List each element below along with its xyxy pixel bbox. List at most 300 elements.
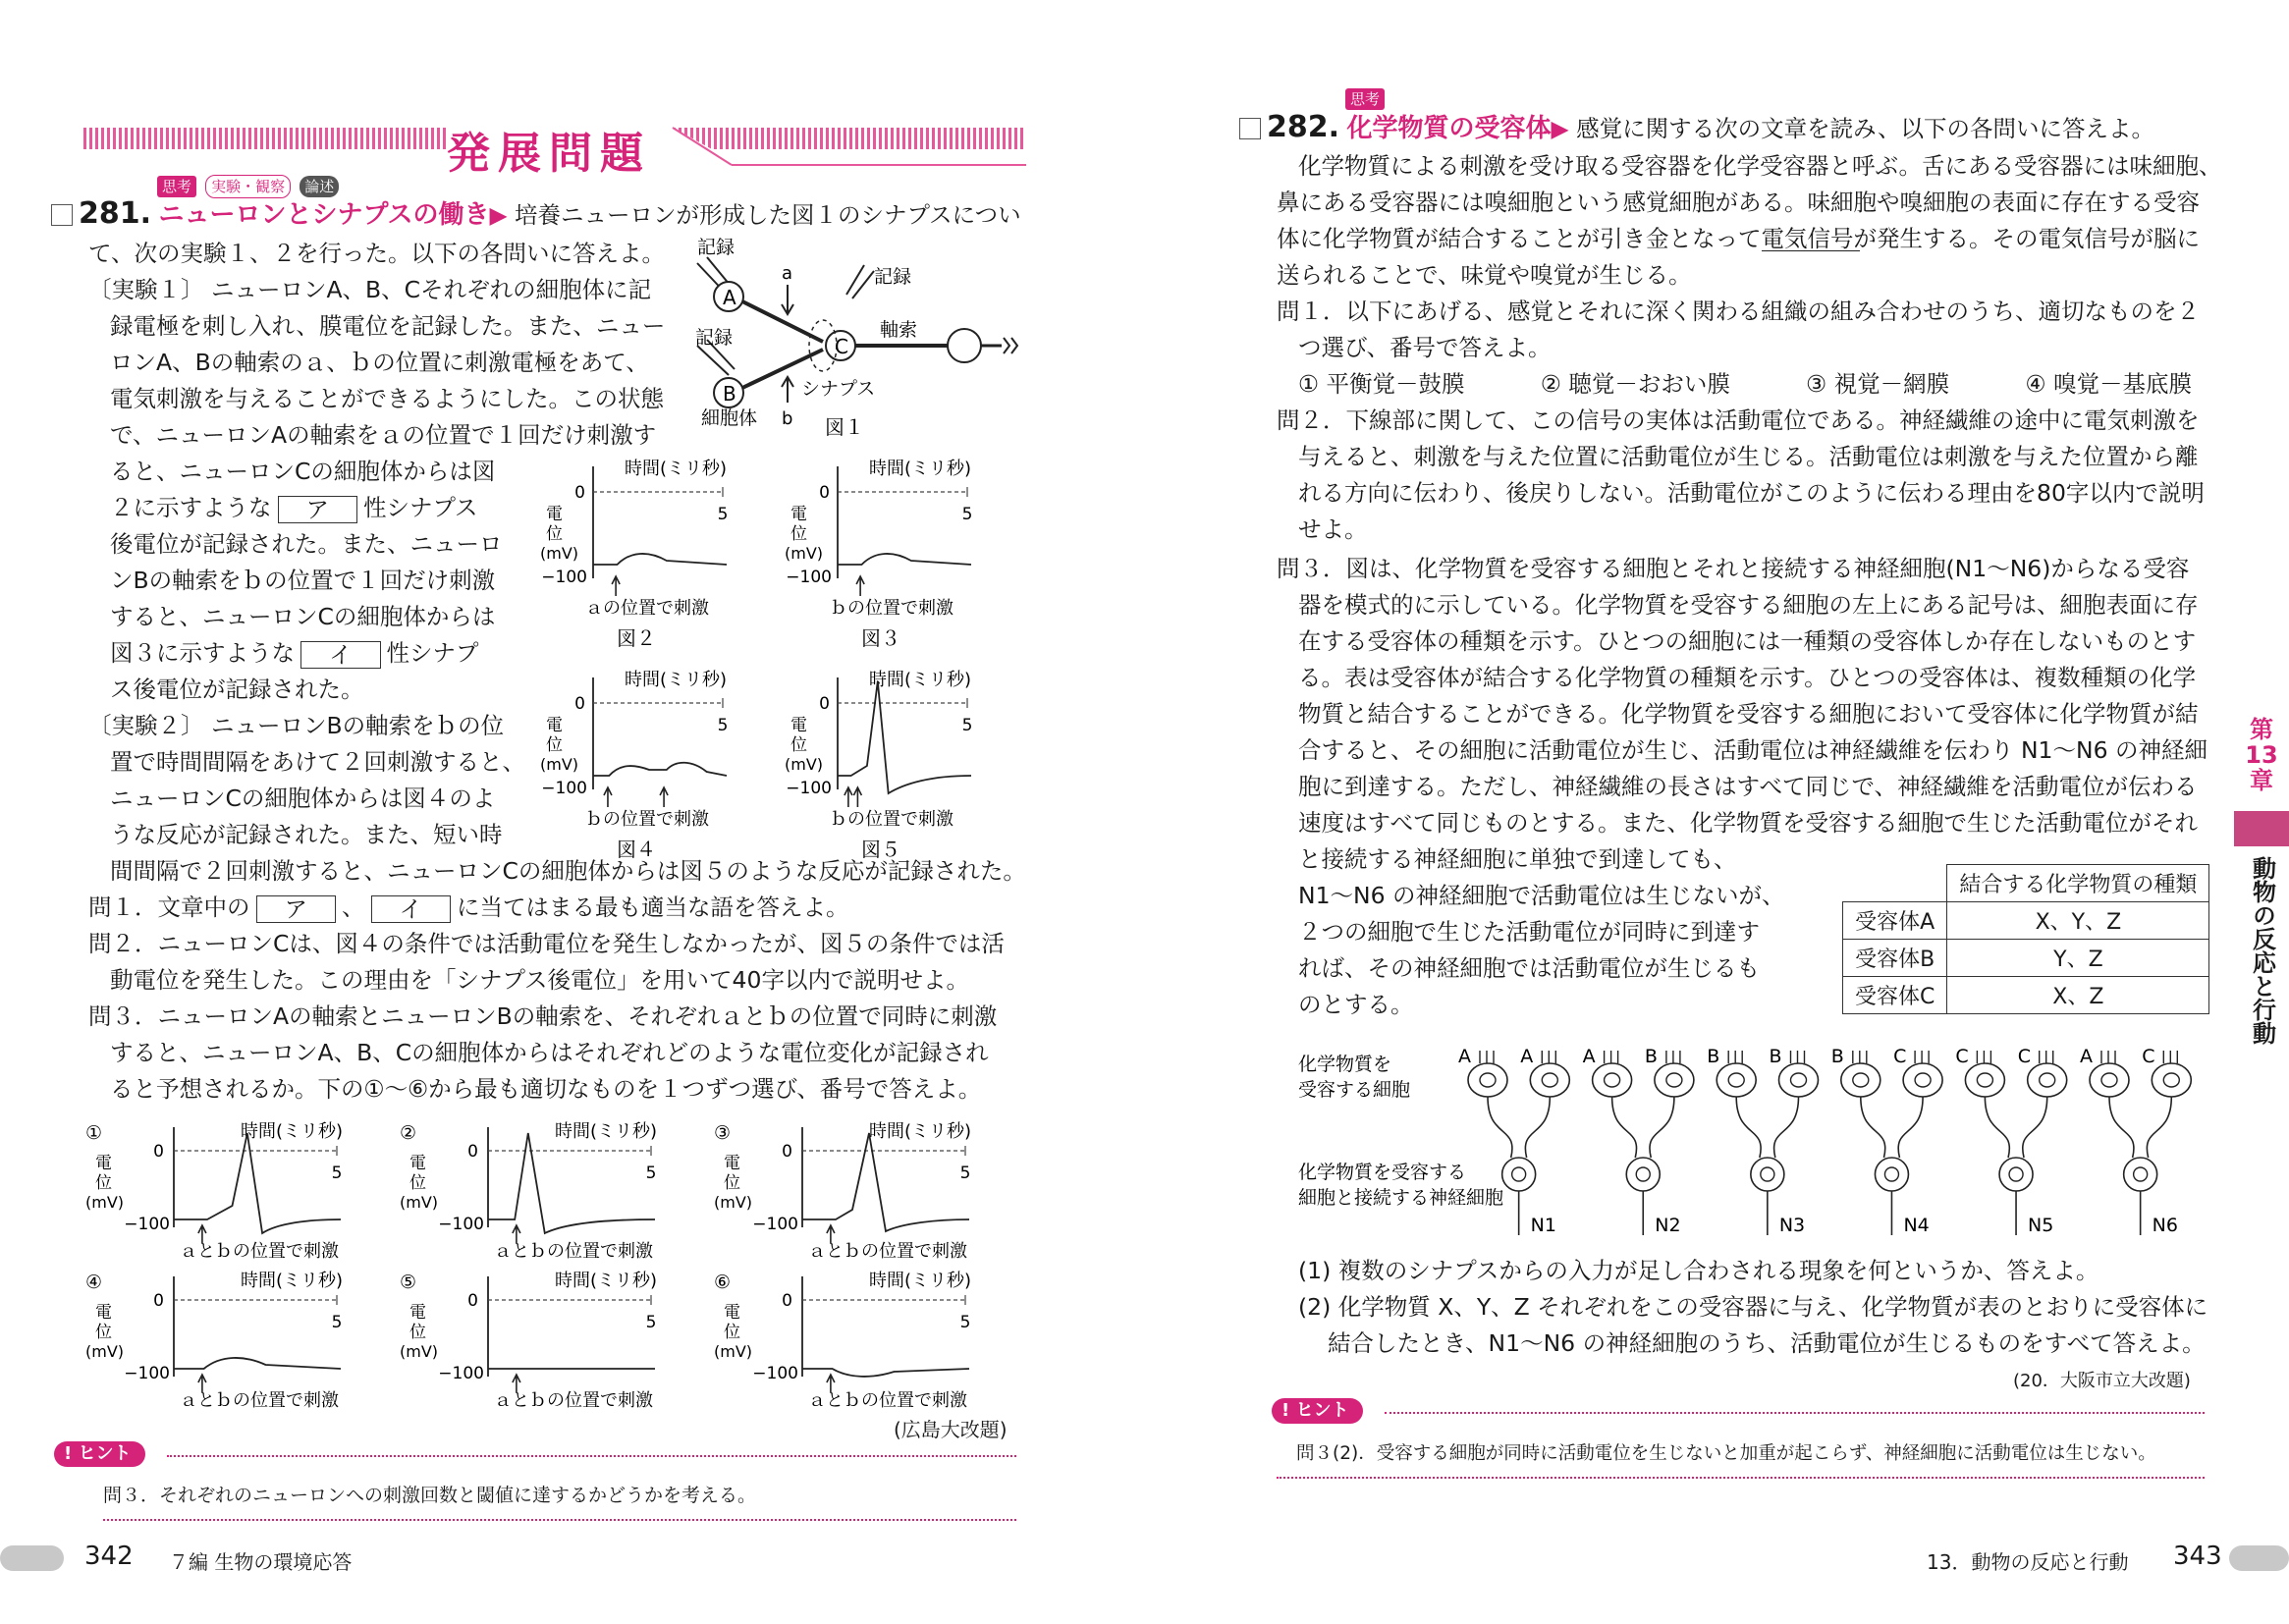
graph-y-label-1: 電 (724, 1303, 740, 1323)
graph-caption: 図２ (617, 626, 656, 650)
exp1-line-1: 〔実験１〕 ニューロンA、B、Cそれぞれの細胞体に記 (88, 276, 652, 303)
graph-minus100-tick: −100 (438, 1215, 484, 1234)
graph-minus100-tick: −100 (541, 779, 587, 798)
table-header-row (1843, 865, 2209, 902)
option-graph-2 (398, 1119, 682, 1265)
exp2-line-1: 〔実験２〕 ニューロンBの軸索をｂの位 (88, 712, 505, 739)
graph-y-unit: (mV) (785, 755, 824, 774)
graph-time-label: 時間(ミリ秒) (868, 1121, 971, 1142)
graph-time-label: 時間(ミリ秒) (554, 1121, 657, 1142)
graph-y-unit: (mV) (714, 1342, 753, 1361)
graph-five-tick: 5 (331, 1164, 343, 1183)
exp1-line-12: ス後電位が記録された。 (110, 676, 364, 703)
chapter-tab-number (2234, 717, 2289, 793)
exp1-line-11-prefix: 図３に示すような (110, 639, 295, 667)
hint-badge (1272, 1398, 1363, 1424)
arrow-right-icon: ▶ (489, 201, 508, 229)
receptor-cell (1655, 1051, 1694, 1097)
receptor-letter: A (1520, 1046, 1534, 1067)
hint-bottom-rule (103, 1519, 1016, 1521)
receptor-value: Y、Z (1947, 940, 2209, 977)
graph-trace (802, 1133, 969, 1231)
hint-text: 問３．それぞれのニューロンへの刺激回数と閾値に達するかどうかを考える。 (103, 1485, 757, 1506)
exp1-line-6: ると、ニューロンCの細胞体からは図 (110, 458, 496, 485)
receptor-letter: C (1955, 1046, 1969, 1067)
exp2-line-4: うな反応が記録された。また、短い時 (110, 821, 503, 848)
exp1-line-11 (110, 635, 479, 672)
table-corner (1843, 865, 1947, 902)
hint-text: 問３(2)．受容する細胞が同時に活動電位を生じないと加重が起こらず、神経細胞に活動電位は生じない。 (1296, 1443, 2156, 1464)
graph-stim-arrow (604, 787, 612, 807)
graph-trace (174, 1358, 341, 1369)
tag-essay: 論述 (300, 176, 339, 197)
q282-q3-line-8: 速度はすべて同じものとする。また、化学物質を受容する細胞で生じた活動電位がそれ (1298, 809, 2199, 837)
graph-stim-arrow (612, 576, 620, 596)
nerve-fiber (1985, 1097, 2009, 1158)
receptor-cell (1530, 1051, 1569, 1097)
nerve-fiber (1736, 1097, 1761, 1158)
receptor-name: 受容体C (1843, 977, 1947, 1014)
graph-zero-tick: 0 (574, 694, 585, 714)
graph-five-tick: 5 (645, 1313, 657, 1332)
graph-trace (802, 1369, 969, 1377)
graph-five-tick: 5 (717, 716, 729, 735)
graph-five-tick: 5 (331, 1313, 343, 1332)
graph-five-tick: 5 (959, 1164, 971, 1183)
graph-trace (174, 1133, 341, 1233)
q282-q3-line-7: 胞に到達する。ただし、神経繊維の長さはすべて同じで、神経繊維を活動電位が伝わる (1298, 773, 2198, 800)
q282-title: 化学物質の受容体 (1346, 114, 1552, 143)
option-graph-4 (83, 1269, 368, 1414)
q281-question-2-line-1: 問２．ニューロンCは、図４の条件では活動電位を発生しなかったが、図５の条件では活 (88, 930, 1005, 957)
graph-time-label: 時間(ミリ秒) (868, 459, 971, 479)
option-graph-3 (712, 1119, 997, 1265)
fig1-cell-body: 細胞体 (701, 407, 758, 429)
q282-q3-line-9: と接続する神経細胞に単独で到達しても、 (1298, 845, 1737, 873)
q282-q2-line-3: れる方向に伝わり、後戻りしない。活動電位がこのように伝わる理由を80字以内で説明 (1298, 479, 2205, 507)
graph-y-unit: (mV) (400, 1342, 439, 1361)
graph-zero-tick: 0 (574, 483, 585, 503)
graph-minus100-tick: −100 (124, 1364, 170, 1383)
q282-sub-2-line-2: 結合したとき、N1～N6 の神経細胞のうち、活動電位が生じるものをすべて答えよ。 (1328, 1329, 2206, 1357)
graph-y-label-2: 位 (95, 1323, 112, 1342)
hint-label: ヒント (1295, 1400, 1349, 1421)
q281-heading (51, 196, 1021, 234)
fig1-axon: 軸索 (880, 319, 918, 341)
exp1-line-5: で、ニューロンAの軸索をａの位置で１回だけ刺激す (110, 421, 657, 449)
chapter-char-1: 第 (2250, 716, 2273, 743)
diagram-row1-label-2: 受容する細胞 (1298, 1079, 1411, 1101)
neuron-label: N4 (1903, 1215, 1930, 1236)
q282-q1-options (1298, 366, 2192, 403)
chapter-tab-bar (2234, 811, 2289, 846)
exp1-line-8: 後電位が記録された。また、ニューロ (110, 530, 503, 558)
nerve-fiber (1525, 1097, 1550, 1158)
q282-q3-line-4: る。表は受容体が結合する化学物質の種類を示す。ひとつの受容体は、複数種類の化学 (1298, 664, 2197, 691)
hint-icon: ! (1281, 1400, 1290, 1421)
receptor-letter: A (2080, 1046, 2093, 1067)
q282-body-4: 送られることで、味覚や嗅覚が生じる。 (1277, 261, 1692, 289)
graph-y-label-2: 位 (409, 1323, 426, 1342)
graph-y-label-1: 電 (790, 505, 807, 524)
fig1-b: b (782, 408, 793, 429)
neuron-label: N1 (1530, 1215, 1556, 1236)
footer-section-left: ７編 生物の環境応答 (169, 1550, 353, 1574)
graph-stim-label: ａとｂの位置で刺激 (180, 1390, 339, 1411)
table-row (1843, 977, 2209, 1014)
graph-y-label-1: 電 (790, 716, 807, 735)
fig1-label-A: A (723, 286, 736, 309)
q282-number: 282. (1267, 110, 1340, 144)
receptor-name: 受容体B (1843, 940, 1947, 977)
q281-intro-2: て、次の実験１、２を行った。以下の各問いに答えよ。 (88, 240, 666, 267)
graph-time-label: 時間(ミリ秒) (624, 459, 727, 479)
graph-y-label-2: 位 (409, 1173, 426, 1193)
graph-y-label-1: 電 (95, 1303, 112, 1323)
q282-source: (20．大阪市立大改題) (2013, 1371, 2191, 1391)
tag-experiment: 実験・観察 (205, 175, 291, 198)
option-number: ① (85, 1122, 103, 1144)
graph-y-label-2: 位 (790, 735, 807, 755)
receptor-table (1842, 864, 2209, 1014)
graph-minus100-tick: −100 (752, 1215, 798, 1234)
receptor-cell (1841, 1051, 1880, 1097)
receptor-letter: C (1893, 1046, 1907, 1067)
receptor-letter: B (1707, 1046, 1720, 1067)
q1-prefix: 問１．文章中の (88, 893, 250, 921)
nerve-fiber (1488, 1097, 1512, 1158)
graph-trace (838, 554, 971, 565)
graph-zero-tick: 0 (467, 1291, 478, 1311)
hint-top-rule (167, 1455, 1016, 1457)
q282-body-2: 鼻にある受容器には嗅細胞という感覚細胞がある。味細胞や嗅細胞の表面に存在する受容 (1277, 189, 2200, 216)
graph-y-unit: (mV) (785, 544, 824, 563)
underline-electric-signal (1762, 250, 1860, 251)
nerve-fiber (1861, 1097, 1885, 1158)
q282-sub-1: (1) 複数のシナプスからの入力が足し合わされる現象を何というか、答えよ。 (1298, 1257, 2099, 1284)
receptor-cell (1903, 1051, 1942, 1097)
q281-title: ニューロンとシナプスの働き (158, 200, 490, 230)
hint-top-rule (1385, 1412, 2205, 1414)
footer-pill-left (0, 1545, 64, 1571)
graph-trace (593, 554, 727, 565)
exp1-line-4: 電気刺激を与えることができるようにした。この状態 (110, 385, 664, 412)
exp1-line-9: ンBの軸索をｂの位置で１回だけ刺激 (110, 567, 496, 594)
graph-stim-arrow (856, 576, 864, 596)
q1-option-3: ③ 視覚－網膜 (1806, 370, 1950, 398)
q282-tags (1345, 88, 1389, 110)
option-graph-5 (398, 1269, 682, 1414)
figure-1-neurons (678, 236, 1031, 452)
q281-number: 281. (79, 196, 152, 231)
graph-y-unit: (mV) (714, 1193, 753, 1212)
graph-minus100-tick: −100 (786, 568, 832, 587)
figure-2-graph (538, 457, 735, 653)
receptor-letter: C (2142, 1046, 2155, 1067)
graph-y-label-2: 位 (546, 735, 563, 755)
chapter-tab-title (2234, 856, 2289, 1045)
diagram-row2-label-2: 細胞と接続する神経細胞 (1298, 1187, 1504, 1209)
option-number: ③ (714, 1122, 732, 1144)
q282-q3-line-13: のとする。 (1298, 991, 1414, 1018)
fig1-label-C: C (835, 335, 848, 358)
graph-trace (593, 763, 727, 776)
graph-caption: 図４ (617, 838, 656, 861)
receptor-name: 受容体A (1843, 902, 1947, 940)
exp1-line-10: すると、ニューロンCの細胞体からは (110, 603, 496, 630)
table-header: 結合する化学物質の種類 (1947, 865, 2209, 902)
tag-thinking: 思考 (1345, 88, 1385, 110)
graph-y-label-2: 位 (95, 1173, 112, 1193)
receptor-letter: C (2017, 1046, 2031, 1067)
q282-body-3: 体に化学物質が結合することが引き金となって電気信号が発生する。その電気信号が脳に (1277, 225, 2200, 252)
hint-label: ヒント (78, 1443, 132, 1464)
graph-time-label: 時間(ミリ秒) (868, 1271, 971, 1291)
hint-icon: ! (64, 1443, 73, 1464)
graph-stim-label: ａの位置で刺激 (585, 598, 709, 619)
graph-y-label-2: 位 (724, 1323, 740, 1342)
fig1-record-c: 記録 (874, 266, 912, 288)
diagram-row1-label-1: 化学物質を (1298, 1054, 1392, 1075)
footer-page-number-right: 343 (2173, 1542, 2222, 1571)
receptor-cell (1593, 1051, 1632, 1097)
q281-source: (広島大改題) (894, 1418, 1008, 1441)
check-box-icon[interactable] (1239, 118, 1261, 139)
q282-q2-line-1: 問２．下線部に関して、この信号の実体は活動電位である。神経繊維の途中に電気刺激を (1277, 406, 2200, 434)
graph-minus100-tick: −100 (124, 1215, 170, 1234)
fig1-synapse: シナプス (801, 378, 876, 400)
q1-option-1: ① 平衡覚－鼓膜 (1298, 370, 1465, 398)
nerve-fiber (2023, 1097, 2047, 1158)
graph-zero-tick: 0 (467, 1142, 478, 1162)
q282-q2-line-2: 与えると、刺激を与えた位置に活動電位が生じる。活動電位は刺激を与えた位置から離 (1298, 443, 2199, 470)
receptor-cell (2152, 1051, 2191, 1097)
option-number: ⑥ (714, 1272, 732, 1293)
exp2-line-5: 間間隔で２回刺激すると、ニューロンCの細胞体からは図５のような反応が記録された。 (110, 857, 1026, 885)
graph-y-unit: (mV) (540, 544, 579, 563)
graph-stim-label: ａとｂの位置で刺激 (494, 1390, 653, 1411)
graph-y-label-1: 電 (546, 505, 563, 524)
table-row (1843, 940, 2209, 977)
exp1-line-11-suffix: 性シナプ (386, 639, 479, 667)
graph-stim-label: ａとｂの位置で刺激 (808, 1390, 967, 1411)
q281-intro-1: 培養ニューロンが形成した図１のシナプスについ (515, 201, 1021, 229)
q282-hint (1272, 1398, 2205, 1479)
option-graph-1 (83, 1119, 368, 1265)
tag-thinking: 思考 (157, 176, 196, 197)
graph-stim-arrow (660, 787, 668, 807)
option-number: ② (400, 1122, 417, 1144)
exp1-line-7-prefix: ２に示すような (110, 494, 272, 521)
graph-y-label-1: 電 (95, 1154, 112, 1173)
graph-zero-tick: 0 (819, 483, 830, 503)
nerve-fiber (1650, 1097, 1674, 1158)
graph-five-tick: 5 (961, 716, 973, 735)
q282-q1-line-2: つ選び、番号で答えよ。 (1298, 334, 1552, 361)
q1-mid: 、 (342, 893, 365, 921)
q282-q3-line-12: れば、その神経細胞では活動電位が生じるも (1298, 954, 1760, 982)
graph-y-label-1: 電 (724, 1154, 740, 1173)
nerve-fiber (1612, 1097, 1637, 1158)
exp2-line-3: ニューロンCの細胞体からは図４のよ (110, 785, 496, 812)
fig1-record-a: 記録 (697, 237, 736, 258)
graph-y-unit: (mV) (85, 1342, 125, 1361)
q282-q3-line-11: ２つの細胞で生じた活動電位が同時に到達す (1298, 918, 1760, 946)
q281-tags (157, 175, 343, 198)
graph-stim-label: ａとｂの位置で刺激 (494, 1241, 653, 1262)
graph-five-tick: 5 (961, 505, 973, 524)
graph-five-tick: 5 (959, 1313, 971, 1332)
graph-time-label: 時間(ミリ秒) (624, 670, 727, 690)
q282-body-1: 化学物質による刺激を受け取る受容器を化学受容器と呼ぶ。舌にある受容器には味細胞、 (1298, 152, 2222, 180)
graph-time-label: 時間(ミリ秒) (868, 670, 971, 690)
exp1-line-3: ロンA、Bの軸索のａ、ｂの位置に刺激電極をあて、 (110, 349, 649, 376)
q282-q3-line-1: 問３．図は、化学物質を受容する細胞とそれと接続する神経細胞(N1～N6)からなる受容 (1277, 555, 2190, 582)
q282-q3-line-10: N1～N6 の神経細胞で活動電位は生じないが、 (1298, 882, 1785, 909)
graph-caption: 図５ (861, 838, 900, 861)
section-title: 発展問題 (447, 129, 651, 179)
receptor-cell (1468, 1051, 1507, 1097)
receptor-value: X、Z (1947, 977, 2209, 1014)
exp1-line-7-suffix: 性シナプス (363, 494, 478, 521)
q1-suffix: に当てはまる最も適当な語を答えよ。 (457, 893, 849, 921)
nerve-fiber (2109, 1097, 2134, 1158)
graph-y-label-1: 電 (409, 1303, 426, 1323)
figure-3-graph (783, 457, 979, 653)
hint-badge (54, 1441, 145, 1467)
graph-caption: 図３ (861, 626, 900, 650)
graph-y-label-1: 電 (409, 1154, 426, 1173)
graph-stim-label: ａとｂの位置で刺激 (808, 1241, 967, 1262)
graph-zero-tick: 0 (782, 1291, 792, 1311)
graph-stim-arrow (853, 787, 861, 807)
q282-heading (1239, 110, 2154, 147)
option-graph-6 (712, 1269, 997, 1414)
graph-time-label: 時間(ミリ秒) (240, 1121, 343, 1142)
option-number: ④ (85, 1272, 103, 1293)
figure-4-graph (538, 668, 735, 864)
graph-zero-tick: 0 (782, 1142, 792, 1162)
graph-trace (838, 681, 971, 793)
q281-question-3-line-2: すると、ニューロンA、B、Cの細胞体からはそれぞれどのような電位変化が記録され (110, 1039, 989, 1066)
q282-q3-line-5: 物質と結合することができる。化学物質を受容する細胞において受容体に化学物質が結 (1298, 700, 2199, 728)
graph-stim-arrow (845, 787, 852, 807)
neuron-label: N2 (1655, 1215, 1681, 1236)
hint-bottom-rule (1277, 1477, 2205, 1479)
q1-option-4: ④ 嗅覚－基底膜 (2025, 370, 2192, 398)
check-box-icon[interactable] (51, 204, 73, 226)
receptor-letter: A (1582, 1046, 1596, 1067)
exp1-line-2: 録電極を刺し入れ、膜電位を記録した。また、ニュー (110, 312, 666, 340)
chapter-tab-title-text: 動物の反応と行動 (2248, 856, 2276, 1045)
graph-zero-tick: 0 (153, 1142, 164, 1162)
nerve-fiber (2147, 1097, 2171, 1158)
graph-minus100-tick: −100 (438, 1364, 484, 1383)
q1-blank-i: イ (371, 895, 452, 923)
q281-question-1 (88, 890, 849, 926)
q282-q3-line-2: 器を模式的に示している。化学物質を受容する細胞の左上にある記号は、細胞表面に存 (1298, 591, 2199, 619)
diagram-row2-label-1: 化学物質を受容する (1298, 1162, 1467, 1183)
arrow-right-icon: ▶ (1551, 115, 1569, 142)
receptor-cell (2090, 1051, 2129, 1097)
graph-y-label-2: 位 (724, 1173, 740, 1193)
q281-hint (54, 1441, 1016, 1521)
receptor-letter: B (1769, 1046, 1782, 1067)
receptor-cell (2028, 1051, 2067, 1097)
q282-q2-line-4: せよ。 (1298, 515, 1368, 543)
q281-question-2-line-2: 動電位を発生した。この理由を「シナプス後電位」を用いて40字以内で説明せよ。 (110, 966, 969, 994)
graph-minus100-tick: −100 (752, 1364, 798, 1383)
footer-pill-right (2229, 1545, 2289, 1571)
neuron-label: N3 (1778, 1215, 1806, 1236)
q282-intro: 感覚に関する次の文章を読み、以下の各問いに答えよ。 (1576, 115, 2155, 142)
graph-zero-tick: 0 (153, 1291, 164, 1311)
neuron-label: N6 (2152, 1215, 2178, 1236)
graph-stim-label: ｂの位置で刺激 (585, 809, 709, 830)
fig1-a: a (782, 263, 793, 284)
graph-trace (488, 1133, 655, 1233)
footer-section-right: 13．動物の反応と行動 (1927, 1550, 2129, 1574)
graph-stim-label: ａとｂの位置で刺激 (180, 1241, 339, 1262)
footer-page-number-left: 342 (84, 1542, 134, 1571)
graph-y-unit: (mV) (540, 755, 579, 774)
fig1-record-b: 記録 (695, 327, 734, 349)
q282-q3-line-6: 合すると、その細胞に活動電位が生じ、活動電位は神経繊維を伝わり N1～N6 の神経細 (1298, 736, 2207, 764)
q1-option-2: ② 聴覚－おおい膜 (1540, 370, 1730, 398)
table-row (1843, 902, 2209, 940)
nerve-fiber (1774, 1097, 1799, 1158)
receptor-letter: A (1458, 1046, 1471, 1067)
graph-y-label-1: 電 (546, 716, 563, 735)
graph-five-tick: 5 (645, 1164, 657, 1183)
q282-q1-line-1: 問１．以下にあげる、感覚とそれに深く関わる組織の組み合わせのうち、適切なものを２ (1277, 298, 2200, 325)
exp2-line-2: 置で時間間隔をあけて２回刺激すると、 (110, 748, 525, 776)
graph-five-tick: 5 (717, 505, 729, 524)
q282-q3-line-3: 在する受容体の種類を示す。ひとつの細胞には一種類の受容体しか存在しないものとす (1298, 627, 2197, 655)
figure-5-graph (783, 668, 979, 864)
graph-stim-label: ｂの位置で刺激 (830, 809, 954, 830)
receptor-cell (1965, 1051, 2004, 1097)
blank-i-box: イ (300, 641, 381, 669)
graph-time-label: 時間(ミリ秒) (554, 1271, 657, 1291)
receptor-letter: B (1644, 1046, 1658, 1067)
receptor-diagram (1286, 1031, 2209, 1257)
nerve-fiber (1898, 1097, 1923, 1158)
graph-y-label-2: 位 (546, 524, 563, 544)
exp1-line-7 (110, 490, 478, 526)
receptor-cell (1717, 1051, 1756, 1097)
graph-time-label: 時間(ミリ秒) (240, 1271, 343, 1291)
option-number: ⑤ (400, 1272, 417, 1293)
fig1-label-B: B (723, 382, 736, 406)
fig1-caption: 図１ (825, 415, 864, 439)
graph-stim-label: ｂの位置で刺激 (830, 598, 954, 619)
chapter-char-2: 13 (2245, 741, 2278, 769)
graph-y-unit: (mV) (85, 1193, 125, 1212)
receptor-letter: B (1830, 1046, 1844, 1067)
q282-sub-2-line-1: (2) 化学物質 X、Y、Z それぞれをこの受容器に与え、化学物質が表のとおりに受容体に (1298, 1293, 2208, 1321)
chapter-char-3: 章 (2250, 767, 2273, 794)
neuron-label: N5 (2028, 1215, 2054, 1236)
q281-question-3-line-1: 問３．ニューロンAの軸索とニューロンBの軸索を、それぞれａとｂの位置で同時に刺激 (88, 1002, 998, 1030)
receptor-cell (1779, 1051, 1819, 1097)
blank-a-box: ア (278, 496, 358, 523)
graph-minus100-tick: −100 (541, 568, 587, 587)
receptor-value: X、Y、Z (1947, 902, 2209, 940)
graph-y-label-2: 位 (790, 524, 807, 544)
graph-minus100-tick: −100 (786, 779, 832, 798)
q1-blank-a: ア (256, 895, 337, 923)
